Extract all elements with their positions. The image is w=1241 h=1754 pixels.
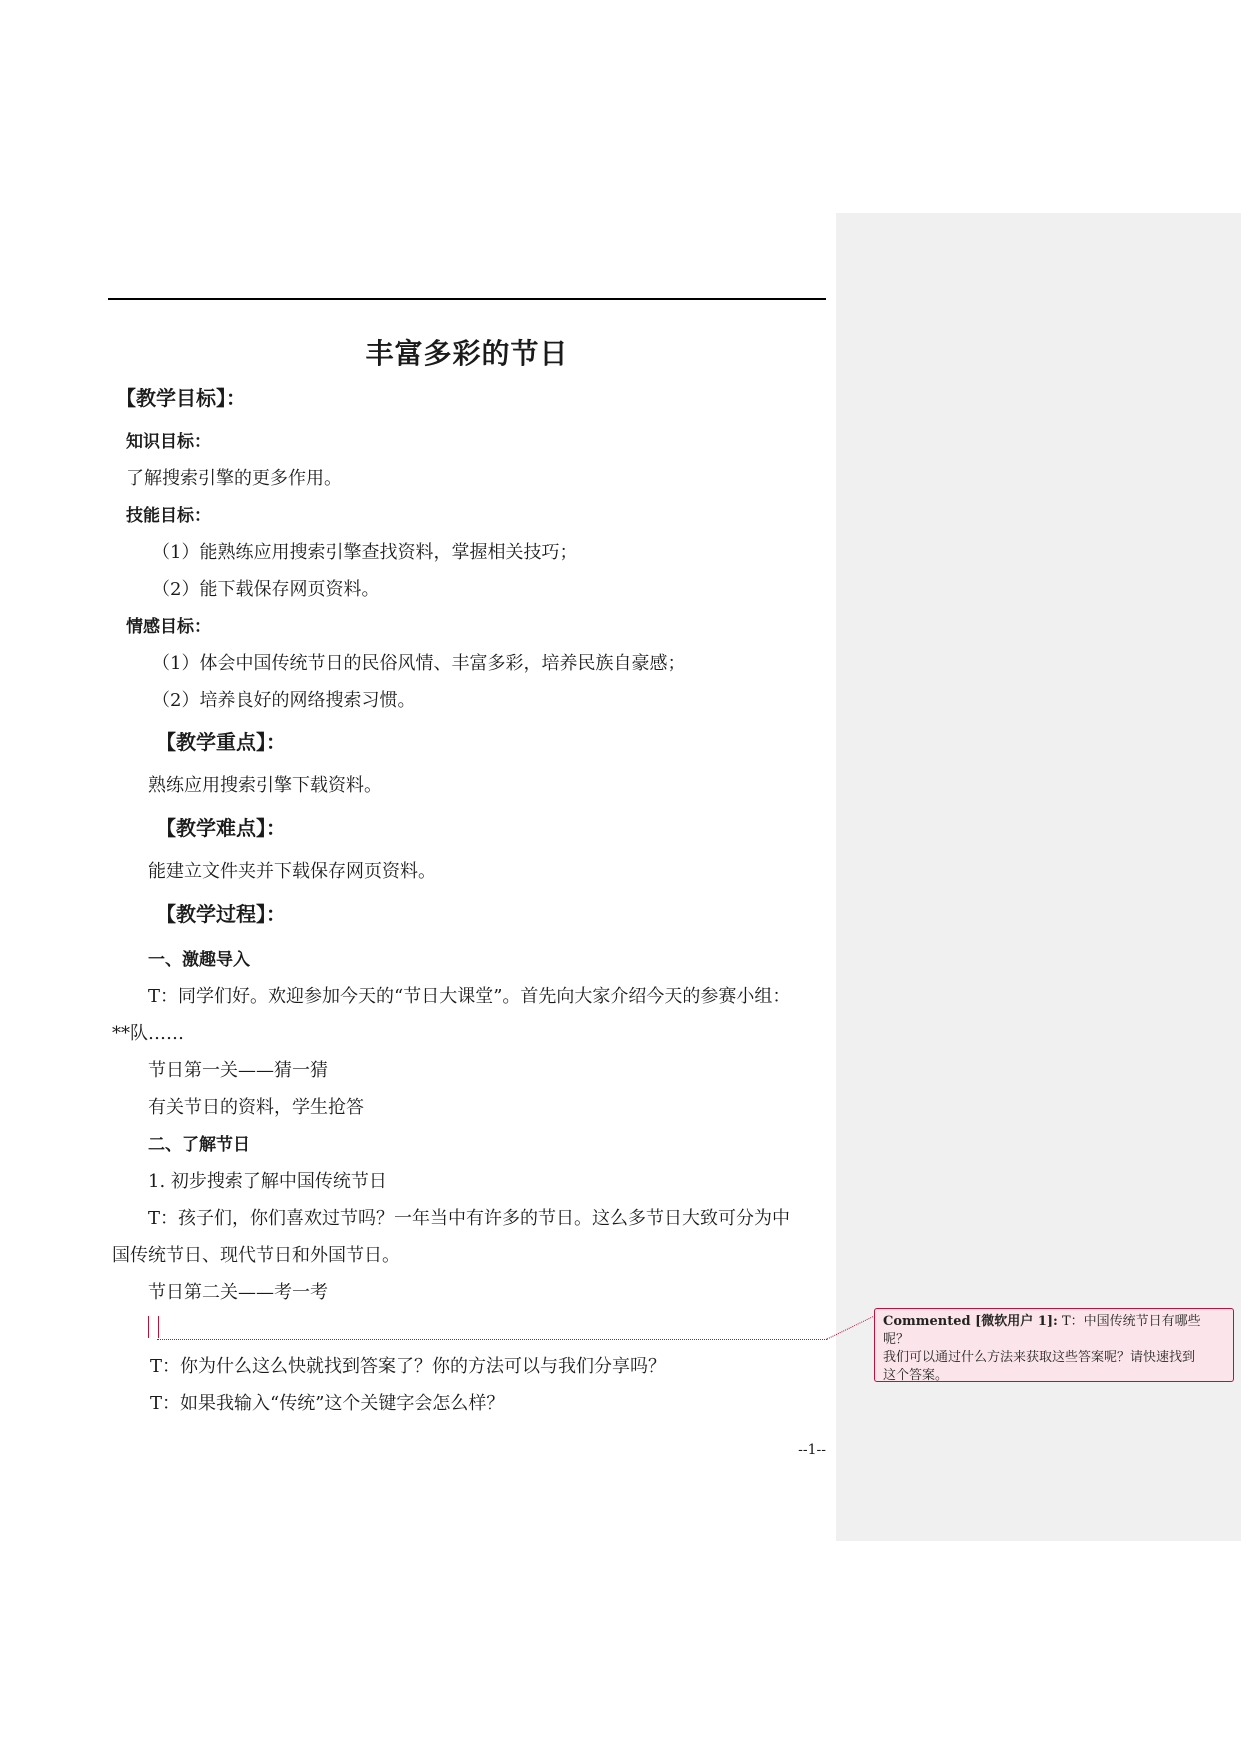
part2-paragraph-4: T：如果我输入“传统”这个关键字会怎么样？ <box>150 1393 505 1414</box>
part1-heading: 一、激趣导入 <box>148 950 250 970</box>
part2-paragraph-2: 节日第二关——考一考 <box>148 1282 328 1303</box>
part1-paragraph-1a: T：同学们好。欢迎参加今天的“节日大课堂”。首先向大家介绍今天的参赛小组： <box>148 986 791 1007</box>
difficulty-heading: 【教学难点】： <box>156 816 286 840</box>
comment-text-line-1: T：中国传统节日有哪些呢？ <box>883 1314 1201 1347</box>
part1-paragraph-1b: **队…… <box>112 1023 184 1044</box>
comment-text-line-3: 这个答案。 <box>883 1368 949 1383</box>
comment-author: Commented [微软用户 1]: <box>883 1314 1058 1329</box>
document-title: 丰富多彩的节日 <box>365 337 569 370</box>
skill-heading: 技能目标： <box>126 506 211 526</box>
comment-connector-line <box>157 1339 827 1340</box>
emotion-item-2: （2）培养良好的网络搜索习惯。 <box>152 690 416 711</box>
comment-text-line-2: 我们可以通过什么方法来获取这些答案呢？请快速找到 <box>883 1350 1196 1365</box>
comment-balloon[interactable] <box>874 1308 1234 1382</box>
comment-anchor-marker[interactable] <box>148 1316 159 1338</box>
header-rule <box>108 298 826 300</box>
page-number: --1-- <box>798 1442 826 1458</box>
key-heading: 【教学重点】： <box>156 730 286 754</box>
part2-paragraph-1a: T：孩子们，你们喜欢过节吗？一年当中有许多的节日。这么多节日大致可分为中 <box>148 1208 791 1229</box>
objectives-heading: 【教学目标】： <box>116 386 246 410</box>
emotion-heading: 情感目标： <box>126 617 211 637</box>
part2-paragraph-3: T：你为什么这么快就找到答案了？你的方法可以与我们分享吗？ <box>150 1356 667 1377</box>
part2-item-1: 1. 初步搜索了解中国传统节日 <box>148 1171 387 1192</box>
key-text: 熟练应用搜索引擎下载资料。 <box>148 775 382 796</box>
part2-paragraph-1b: 国传统节日、现代节日和外国节日。 <box>112 1245 400 1266</box>
process-heading: 【教学过程】： <box>156 902 286 926</box>
knowledge-text: 了解搜索引擎的更多作用。 <box>126 468 342 489</box>
emotion-item-1: （1）体会中国传统节日的民俗风情、丰富多彩，培养民族自豪感； <box>152 653 686 674</box>
skill-item-1: （1）能熟练应用搜索引擎查找资料，掌握相关技巧； <box>152 542 578 563</box>
difficulty-text: 能建立文件夹并下载保存网页资料。 <box>148 861 436 882</box>
knowledge-heading: 知识目标： <box>126 432 211 452</box>
part2-heading: 二、了解节日 <box>148 1135 250 1155</box>
part1-paragraph-3: 有关节日的资料，学生抢答 <box>148 1097 364 1118</box>
skill-item-2: （2）能下载保存网页资料。 <box>152 579 380 600</box>
part1-paragraph-2: 节日第一关——猜一猜 <box>148 1060 328 1081</box>
